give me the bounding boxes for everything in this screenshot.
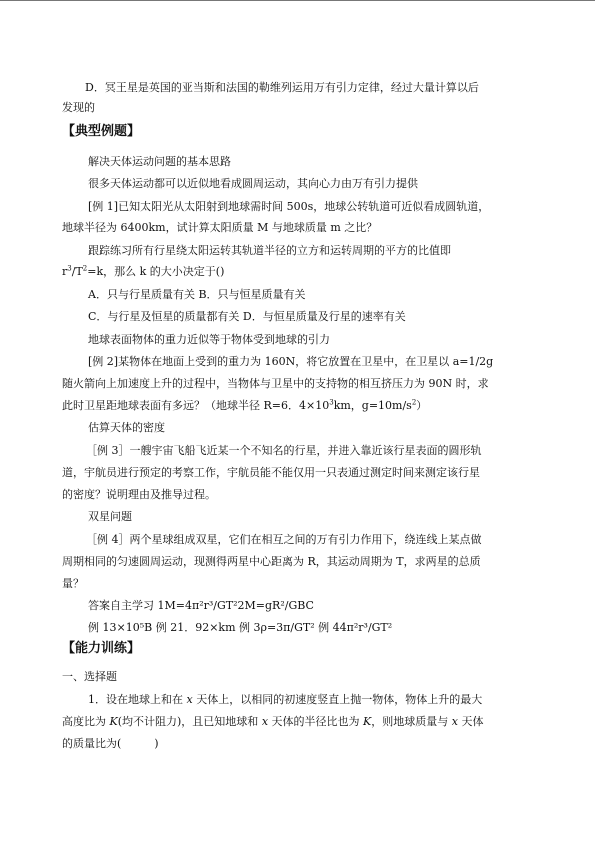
formula-t-exponent: 2 (82, 264, 88, 273)
q1-var-k: K (109, 715, 118, 728)
example-3-line-1: ［例 3］一艘宇宙飞船飞近某一个不知名的行星，并进入靠近该行星表面的圆形轨 (86, 444, 482, 457)
q1-l2-a: 高度比为 (62, 715, 110, 728)
q1-l2-c: (均不计阻力)，且已知地球和 (117, 715, 262, 728)
example-3-line-3: 的密度？说明理由及推导过程。 (62, 488, 216, 501)
follow-up-line-1: 跟踪练习所有行星绕太阳运转其轨道半径的立方和运转周期的平方的比值即 (88, 244, 451, 257)
radius-exponent: 3 (329, 398, 334, 407)
idea-title: 解决天体运动问题的基本思路 (88, 155, 231, 168)
example-1-line-2: 地球半径为 6400km，试计算太阳质量 M 与地球质量 m 之比？ (62, 221, 378, 234)
question-1-line-1 (88, 693, 482, 706)
follow-up-question: ，那么 k 的大小决定于() (103, 265, 225, 278)
formula-r: r (62, 265, 68, 278)
option-d-line-2: 发现的 (62, 101, 95, 114)
example-4-line-3: 量？ (62, 577, 84, 590)
choice-section-title: 一、选择题 (62, 670, 117, 683)
follow-up-line-2 (62, 265, 224, 278)
example-2-line-3-end: ） (416, 399, 428, 412)
density-title: 估算天体的密度 (88, 421, 165, 434)
q1-text-c: 天体上，以相同的初速度竖直上抛一物体，物体上升的最大 (192, 693, 483, 706)
gravity-title: 地球表面物体的重力近似等于物体受到地球的引力 (88, 333, 330, 346)
q1-l2-i: 天体 (457, 715, 484, 728)
answers-line-1: 答案自主学习 1M=4π²r³/GT²2M=gR²/GBC (88, 599, 314, 612)
page-top-border (0, 0, 595, 1)
section-heading-training: 【能力训练】 (62, 641, 141, 656)
question-1-line-3: 的质量比为( ) (62, 737, 159, 750)
gravity-exponent: 2 (411, 398, 417, 407)
idea-text: 很多天体运动都可以近似地看成圆周运动，其向心力由万有引力提供 (88, 177, 418, 190)
binary-title: 双星问题 (88, 510, 132, 523)
q1-var-x3: x (451, 715, 458, 728)
q1-var-k2: K (363, 715, 372, 728)
formula-t: /T (71, 265, 83, 278)
options-c-d: C．与行星及恒星的质量都有关 D．与恒星质量及行星的速率有关 (88, 310, 406, 323)
q1-var-x: x (186, 693, 193, 706)
example-1-line-1: [例 1]已知太阳光从太阳射到地球需时间 500s，地球公转轨道可近似看成圆轨道， (88, 200, 490, 213)
q1-var-x2: x (261, 715, 269, 728)
example-4-line-2: 周期相同的匀速圆周运动，现测得两星中心距离为 R，其运动周期为 T，求两星的总质 (62, 555, 481, 568)
q1-text-a: 1．设在地球上和在 (88, 693, 187, 706)
example-2-line-3-text: 此时卫星距地球表面有多远？（地球半径 R=6．4×10 (62, 399, 330, 412)
example-2-line-1: [例 2]某物体在地面上受到的重力为 160N，将它放置在卫星中，在卫星以 a=1/2g (88, 355, 494, 368)
section-heading-examples: 【典型例题】 (62, 124, 141, 139)
example-2-line-2: 随火箭向上加速度上升的过程中，当物体与卫星中的支持物的相互挤压力为 90N 时，求 (62, 377, 489, 390)
answers-line-2: 例 13×10⁵B 例 21．92×km 例 3ρ=3π/GT² 例 44π²r³/GT² (88, 621, 393, 634)
formula-k: =k (87, 265, 104, 278)
example-2-line-3 (62, 399, 427, 412)
question-1-line-2 (62, 715, 483, 728)
options-a-b: A．只与行星质量有关 B．只与恒星质量有关 (88, 288, 306, 301)
example-3-line-2: 道，宇航员进行预定的考察工作，宇航员能不能仅用一只表通过测定时间来测定该行星 (62, 466, 480, 479)
formula-r-exponent: 3 (67, 264, 72, 273)
example-2-line-3-gravity: km，g=10m/s (333, 399, 412, 412)
q1-l2-g: ，则地球质量与 (371, 715, 452, 728)
option-d-line-1: D．冥王星是英国的亚当斯和法国的勒维列运用万有引力定律，经过大量计算以后 (85, 81, 479, 94)
example-4-line-1: ［例 4］两个星球组成双星，它们在相互之间的万有引力作用下，绕连线上某点做 (86, 533, 482, 546)
q1-l2-e: 天体的半径比也为 (268, 715, 364, 728)
